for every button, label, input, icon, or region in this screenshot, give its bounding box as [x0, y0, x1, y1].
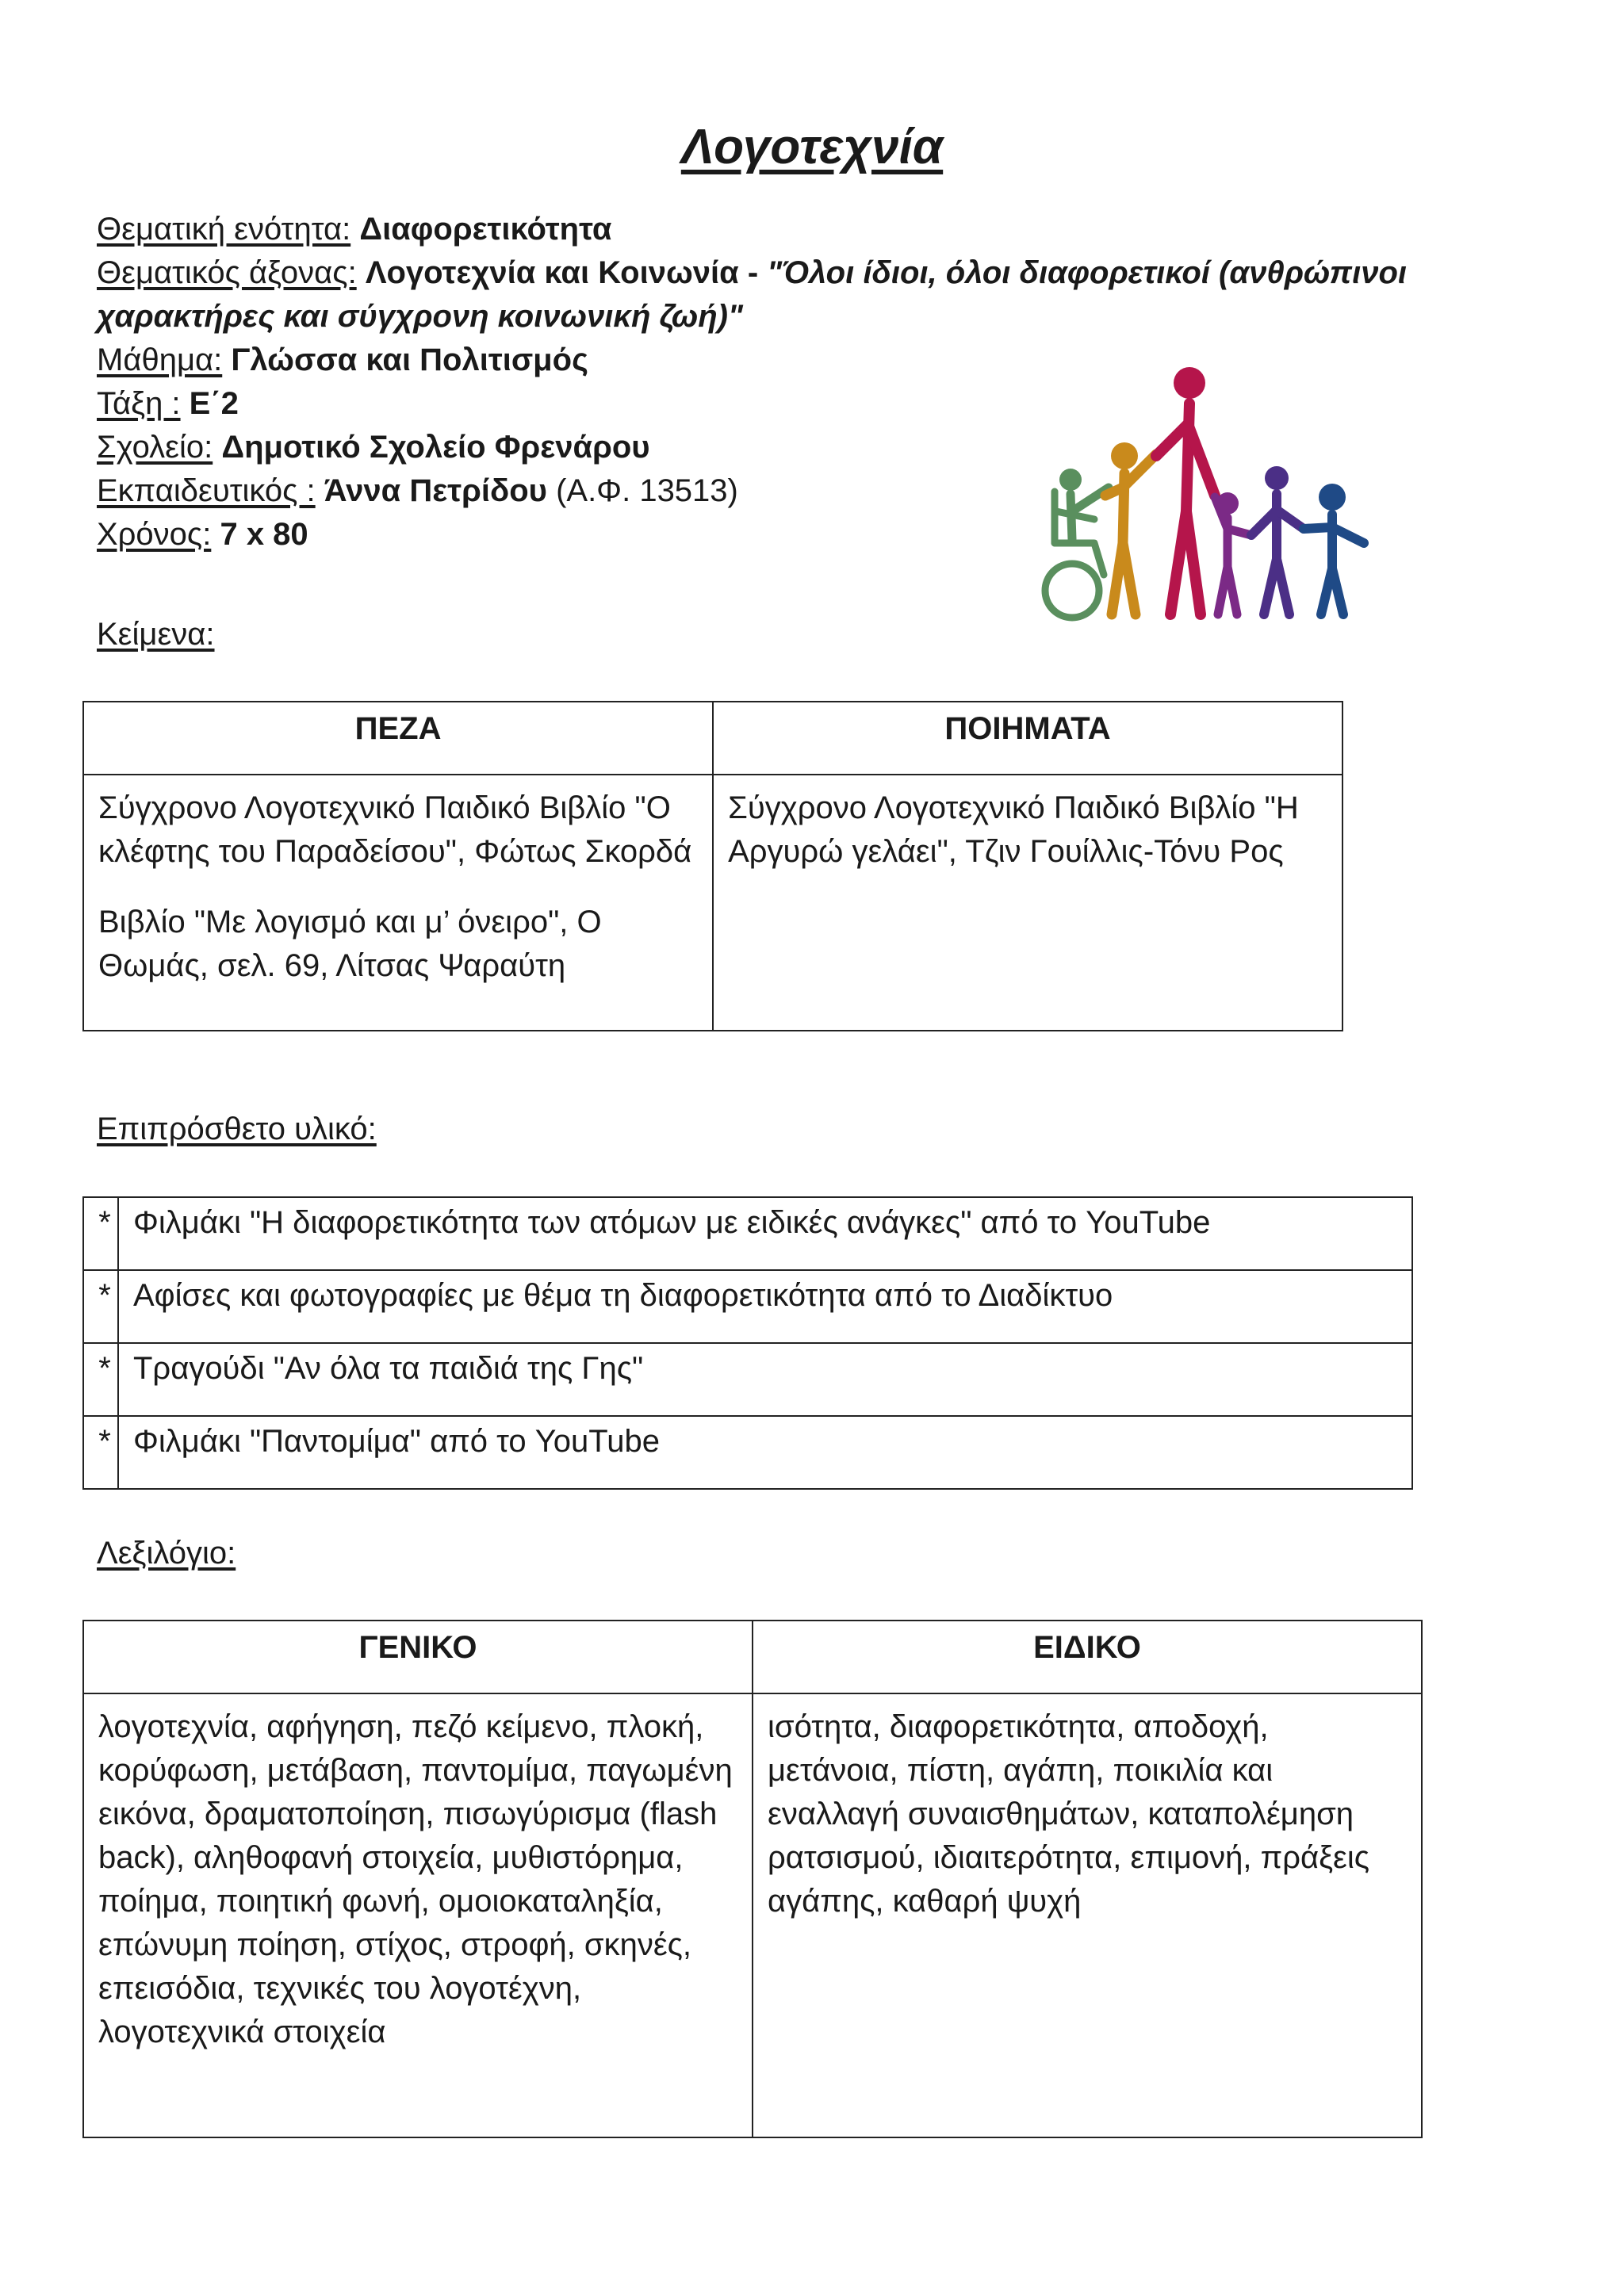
- extra-item: Φιλμάκι "Η διαφορετικότητα των ατόμων με ειδικές ανάγκες" από το YouTube: [118, 1197, 1412, 1270]
- extra-item: Τραγούδι "Αν όλα τα παιδιά της Γης": [118, 1343, 1412, 1416]
- time-label: Χρόνος:: [97, 517, 212, 552]
- table-row: [83, 1197, 1412, 1270]
- thematic-axis-quote: "Όλοι ίδιοι, όλοι διαφορετικοί (ανθρώπινοι χαρακτήρες και σύγχρονη κοινωνική ζωή)": [97, 255, 1408, 334]
- poems-cell: [713, 775, 1342, 1031]
- thematic-axis-line: [97, 251, 1508, 339]
- poem-item: Σύγχρονο Λογοτεχνικό Παιδικό Βιβλίο "Η Αργυρώ γελάει", Τζιν Γουίλλις-Τόνυ Ρος: [728, 790, 1299, 869]
- extra-item: Αφίσες και φωτογραφίες με θέμα τη διαφορετικότητα από το Διαδίκτυο: [118, 1270, 1412, 1343]
- school-value: Δημοτικό Σχολείο Φρενάρου: [221, 430, 650, 465]
- extra-material-label: Επιπρόσθετο υλικό:: [97, 1112, 377, 1146]
- thematic-axis-label: Θεματικός άξονας:: [97, 255, 357, 290]
- prose-cell: [83, 775, 713, 1031]
- bullet-marker: *: [83, 1416, 118, 1489]
- time-value: 7 x 80: [220, 517, 308, 552]
- texts-label: Κείμενα:: [97, 617, 215, 652]
- school-label: Σχολείο:: [97, 430, 213, 465]
- table-row: [83, 1270, 1412, 1343]
- extra-material-table: [82, 1196, 1413, 1490]
- prose-item: Βιβλίο "Με λογισμό και μ’ όνειρο", Ο Θωμάς, σελ. 69, Λίτσας Ψαραύτη: [98, 905, 602, 983]
- table-header-row: [83, 1621, 1422, 1693]
- diverse-people-holding-hands-icon: [1039, 361, 1380, 626]
- header-specific: ΕΙΔΙΚΟ: [753, 1621, 1422, 1693]
- table-row: [83, 775, 1342, 1031]
- thematic-unit-line: [97, 208, 1508, 251]
- class-value: Ε΄2: [189, 386, 239, 421]
- header-general: ΓΕΝΙΚΟ: [83, 1621, 753, 1693]
- table-row: [83, 1343, 1412, 1416]
- prose-item: Σύγχρονο Λογοτεχνικό Παιδικό Βιβλίο "Ο κλέφτης του Παραδείσου", Φώτως Σκορδά: [98, 790, 692, 869]
- vocabulary-table: [82, 1620, 1423, 2138]
- bullet-marker: *: [83, 1270, 118, 1343]
- lesson-label: Μάθημα:: [97, 342, 223, 377]
- teacher-id: (Α.Φ. 13513): [556, 473, 738, 508]
- bullet-marker: *: [83, 1197, 118, 1270]
- lesson-value: Γλώσσα και Πολιτισμός: [231, 342, 588, 377]
- table-header-row: [83, 702, 1342, 775]
- general-vocabulary-cell: λογοτεχνία, αφήγηση, πεζό κείμενο, πλοκή, κορύφωση, μετάβαση, παντομίμα, παγωμένη εικόνα, δραματοποίηση, πισωγύρισμα (flash back), αληθοφανή στοιχεία, μυθιστόρημα, ποίημα, ποιητική φωνή, ομοιοκαταληξία, επώνυμη ποίηση, στίχος, στροφή, σκηνές, επεισόδια, τεχνικές του λογοτέχνη, λογοτεχνικά στοιχεία: [83, 1693, 753, 2137]
- thematic-unit-label: Θεματική ενότητα:: [97, 212, 351, 247]
- vocabulary-label: Λεξιλόγιο:: [97, 1536, 236, 1571]
- table-row: [83, 1693, 1422, 2137]
- teacher-value: Άννα Πετρίδου: [324, 473, 547, 508]
- teacher-label: Εκπαιδευτικός :: [97, 473, 316, 508]
- header-poems: ΠΟΙΗΜΑΤΑ: [713, 702, 1342, 775]
- extra-item: Φιλμάκι "Παντομίμα" από το YouTube: [118, 1416, 1412, 1489]
- header-prose: ΠΕΖΑ: [83, 702, 713, 775]
- thematic-unit-value: Διαφορετικότητα: [359, 212, 612, 247]
- page-title: Λογοτεχνία: [680, 120, 944, 174]
- bullet-marker: *: [83, 1343, 118, 1416]
- class-label: Τάξη :: [97, 386, 181, 421]
- table-row: [83, 1416, 1412, 1489]
- thematic-axis-value: Λογοτεχνία και Κοινωνία -: [365, 255, 768, 290]
- specific-vocabulary-cell: ισότητα, διαφορετικότητα, αποδοχή, μετάνοια, πίστη, αγάπη, ποικιλία και εναλλαγή συναισθημάτων, καταπολέμηση ρατσισμού, ιδιαιτερότητα, επιμονή, πράξεις αγάπης, καθαρή ψυχή: [753, 1693, 1422, 2137]
- texts-table: [82, 701, 1343, 1031]
